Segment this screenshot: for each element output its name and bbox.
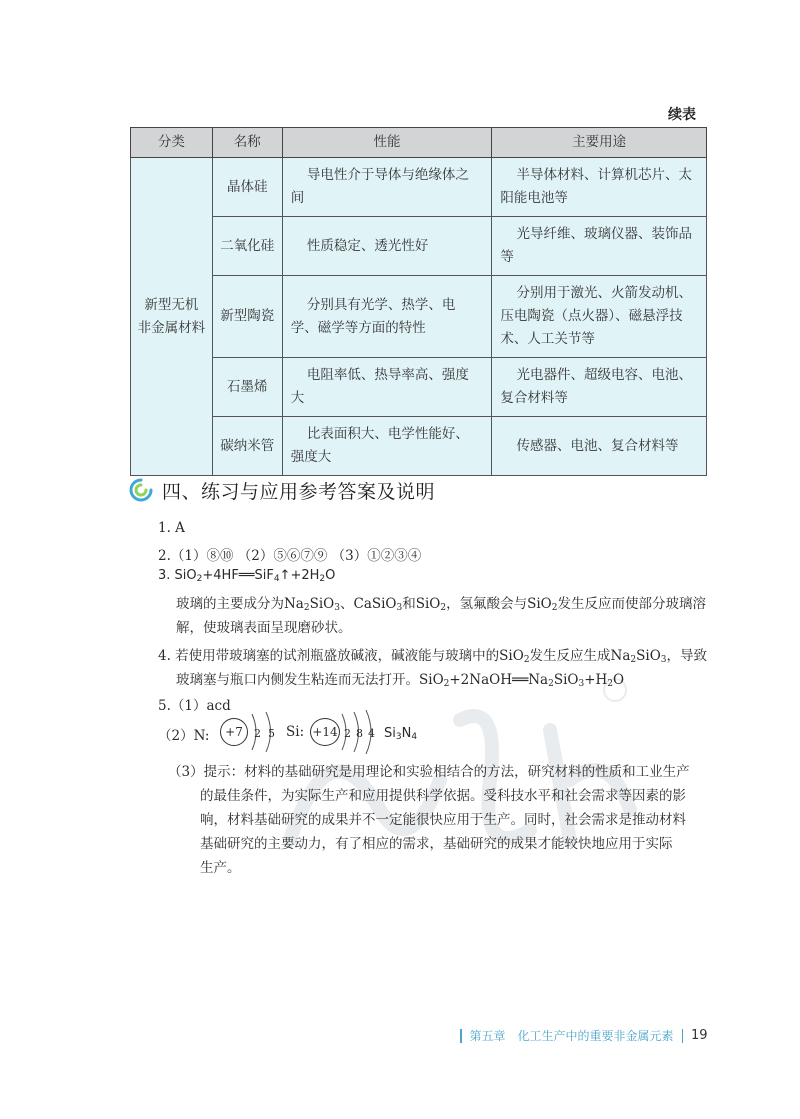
eq-sub: 4: [273, 574, 280, 584]
material-name: 新型陶瓷: [212, 276, 282, 358]
answer-4-line-2: 玻璃塞与瓶口内侧发生粘连而无法打开。$SiO_2+2NaOH══Na_2SiO_3+H_2O$: [176, 672, 625, 689]
col-header-uses: 主要用途: [492, 128, 707, 158]
answer-5-3-line-4: 基础研究的主要动力，有了相应的需求，基础研究的成果才能较快地应用于实际: [200, 836, 673, 852]
material-performance: 导电性介于导体与绝缘体之间: [282, 158, 492, 217]
material-performance: 性质稳定、透光性好: [282, 217, 492, 276]
answer-5-3-line-3: 响，材料基础研究的成果并不一定能很快应用于生产。同时，社会需求是推动材料: [200, 812, 686, 828]
material-uses: 分别用于激光、火箭发动机、压电陶瓷（点火器）、磁悬浮技术、人工关节等: [492, 276, 707, 358]
material-performance: 比表面积大、电学性能好、强度大: [282, 417, 492, 476]
section-title: 四、练习与应用参考答案及说明: [162, 480, 436, 503]
col-header-performance: 性能: [282, 128, 492, 158]
section-heading: [128, 475, 435, 505]
category-line: 新型无机: [144, 296, 199, 313]
nitrogen-nucleus: +7: [220, 718, 248, 746]
page-number: 19: [691, 1028, 708, 1043]
col-header-category: 分类: [131, 128, 213, 158]
answer-5-2-label: （2）N:: [158, 728, 210, 744]
col-header-name: 名称: [212, 128, 282, 158]
answer-5-3-line-1: （3）提示：材料的基础研究是用理论和实验相结合的方法，研究材料的性质和工业生产: [168, 764, 690, 780]
answer-2: 2.（1）⑧⑩ （2）⑤⑥⑦⑨ （3）①②③④: [158, 548, 422, 564]
material-uses: 光导纤维、玻璃仪器、装饰品等: [492, 217, 707, 276]
silicon-nitride-formula: $Si_3N_4$: [384, 726, 418, 742]
footer-divider: [682, 1029, 684, 1043]
category-line: 非金属材料: [137, 319, 206, 336]
answer-3-line-2: 解，使玻璃表面呈现磨砂状。: [176, 620, 352, 636]
eq-part: ↑+2H: [279, 568, 320, 583]
footer-chapter: 第五章 化工生产中的重要非金属元素: [469, 1029, 674, 1043]
material-uses: 光电器件、超级电容、电池、复合材料等: [492, 358, 707, 417]
material-uses: 传感器、电池、复合材料等: [492, 417, 707, 476]
material-uses: 半导体材料、计算机芯片、太阳能电池等: [492, 158, 707, 217]
eq-sub: 2: [196, 574, 203, 584]
nitrogen-shell-1: 2: [254, 727, 261, 740]
silicon-shell-3: 4: [368, 727, 375, 740]
eq-part: SiO: [174, 568, 197, 583]
silicon-nucleus: +14: [310, 718, 340, 746]
eq-sub: 2: [319, 574, 326, 584]
swirl-icon: [128, 477, 154, 503]
nitrogen-shell-2: 5: [268, 727, 275, 740]
silicon-shell-2: 8: [356, 727, 363, 740]
material-performance: 分别具有光学、热学、电学、磁学等方面的特性: [282, 276, 492, 358]
material-name: 石墨烯: [212, 358, 282, 417]
material-name: 碳纳米管: [212, 417, 282, 476]
material-name: 晶体硅: [212, 158, 282, 217]
answer-5-1: 5.（1）acd: [158, 698, 231, 714]
silicon-label: Si:: [286, 724, 305, 740]
table-row: [131, 217, 707, 276]
category-cell: [131, 158, 213, 476]
answer-1: 1. A: [158, 520, 185, 536]
table-row: [131, 358, 707, 417]
materials-table: [130, 127, 707, 476]
table-row: [131, 276, 707, 358]
material-performance: 电阻率低、热导率高、强度大: [282, 358, 492, 417]
answer-3-equation: [158, 568, 335, 584]
answer-3-number: 3.: [158, 568, 171, 583]
eq-part: O: [325, 568, 336, 583]
silicon-shell-1: 2: [344, 727, 351, 740]
answer-5-3-line-5: 生产。: [200, 860, 241, 876]
table-header-row: [131, 128, 707, 158]
answer-5-3-line-2: 的最佳条件，为实际生产和应用提供科学依据。受科技水平和社会需求等因素的影: [200, 788, 686, 804]
table-row: [131, 158, 707, 217]
answer-3-line-1: 玻璃的主要成分为$Na_2SiO_3$、CaSiO$_3$和SiO$_2$，氢氟酸会与SiO$_2$发生反应而使部分玻璃溶: [176, 596, 706, 613]
table-row: [131, 417, 707, 476]
answer-4-line-1: 4. 若使用带玻璃塞的试剂瓶盛放碱液，碱液能与玻璃中的SiO$_2$发生反应生成$Na_2SiO_3$，导致: [158, 648, 708, 665]
footer-divider: [460, 1029, 462, 1043]
continued-label: 续表: [668, 107, 696, 123]
eq-part: +4HF══SiF: [202, 568, 274, 583]
material-name: 二氧化硅: [212, 217, 282, 276]
page-footer: [452, 1027, 708, 1044]
